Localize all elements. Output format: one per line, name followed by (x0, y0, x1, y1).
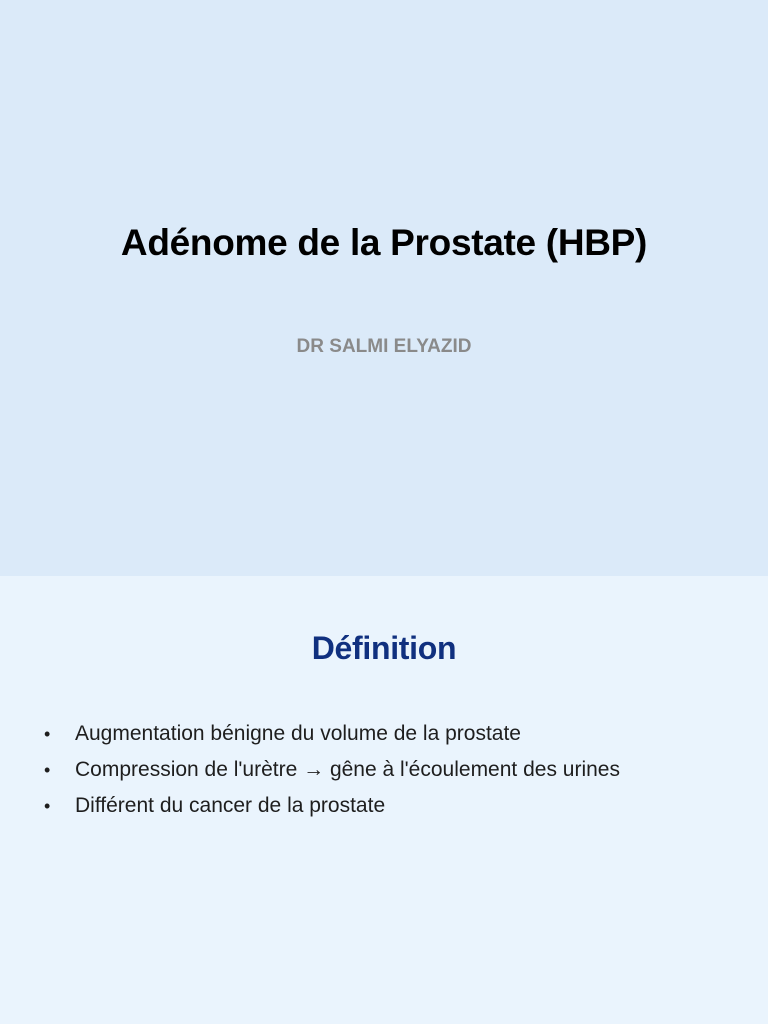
list-item (44, 716, 620, 752)
presentation-author: DR SALMI ELYAZID (296, 336, 472, 357)
list-item-text: Augmentation bénigne du volume de la prostate (75, 722, 521, 745)
bullet-icon: • (44, 760, 51, 780)
list-item (44, 752, 620, 788)
list-item-text: Compression de l'urètre → gêne à l'écoulement des urines (75, 758, 620, 781)
definition-slide (0, 576, 768, 1024)
list-item-text: Différent du cancer de la prostate (75, 794, 386, 817)
bullet-icon: • (44, 796, 51, 816)
bullet-list (44, 716, 620, 824)
list-item (44, 788, 620, 824)
presentation-title: Adénome de la Prostate (HBP) (120, 222, 648, 263)
bullet-icon: • (44, 724, 51, 744)
slide-heading: Définition (311, 630, 457, 666)
